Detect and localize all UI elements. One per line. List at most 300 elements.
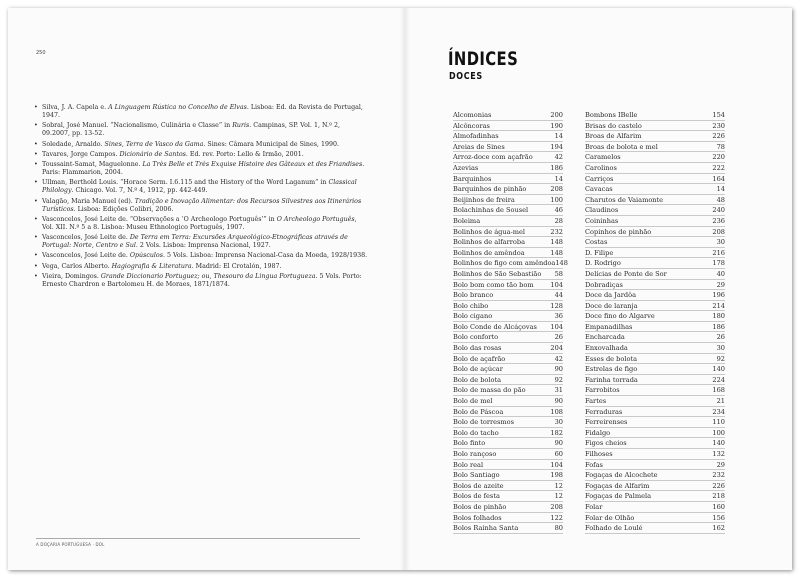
index-entry-page: 92 bbox=[554, 375, 563, 384]
index-entry-page: 164 bbox=[712, 174, 725, 183]
index-row bbox=[585, 301, 725, 312]
index-entry-page: 40 bbox=[716, 269, 725, 278]
bullet-mark: • bbox=[34, 252, 38, 260]
index-entry-name: Doce fino do Algarve bbox=[585, 312, 655, 321]
entry-title: Ruris bbox=[232, 122, 250, 130]
index-entry-page: 148 bbox=[555, 259, 568, 268]
index-column-right bbox=[585, 110, 725, 534]
index-entry-page: 216 bbox=[712, 248, 725, 257]
index-entry-page: 92 bbox=[716, 354, 725, 363]
index-entry-page: 190 bbox=[550, 121, 563, 130]
index-entry-page: 222 bbox=[712, 163, 725, 172]
index-row bbox=[585, 227, 725, 238]
bibliography-entry bbox=[28, 141, 368, 149]
index-row bbox=[453, 121, 563, 132]
index-entry-name: Bolo rançoso bbox=[453, 450, 497, 458]
page-gutter bbox=[400, 8, 410, 570]
entry-text: Vasconcelos, José Leite de. “Observações a ‘O Archeologo Português’” in bbox=[42, 215, 277, 223]
index-entry-name: Bolinhos de São Sebastião bbox=[453, 269, 542, 278]
entry-text: . 5 Vols. Lisboa: Imprensa Nacional-Casa da Moeda, 1928/1938. bbox=[162, 252, 368, 260]
index-row bbox=[585, 216, 725, 227]
index-entry-name: Bolo real bbox=[453, 460, 484, 469]
index-entry-name: Fidalgo bbox=[585, 428, 611, 437]
index-entry-name: Fofas bbox=[585, 460, 603, 469]
index-row bbox=[453, 481, 563, 492]
index-row bbox=[453, 502, 563, 513]
index-entry-page: 148 bbox=[550, 248, 563, 257]
index-row bbox=[453, 407, 563, 418]
index-row bbox=[585, 174, 725, 185]
index-row bbox=[453, 269, 563, 280]
index-entry-page: 44 bbox=[554, 291, 563, 300]
index-entry-name: Almofadinhas bbox=[453, 132, 499, 141]
index-entry-name: Ferraduras bbox=[585, 407, 623, 416]
entry-text: , Vol. XII. N.º 5 a 8. Lisboa: Museu Ethnologico Português, 1907. bbox=[42, 215, 357, 231]
index-entry-page: 186 bbox=[712, 322, 725, 331]
index-row bbox=[585, 205, 725, 216]
index-row bbox=[585, 417, 725, 428]
index-entry-name: Fogaças de Alcochete bbox=[585, 471, 658, 480]
bibliography-entry bbox=[28, 179, 368, 195]
index-entry-name: Bolo de mel bbox=[453, 397, 493, 406]
index-row bbox=[585, 481, 725, 492]
entry-text: Valagão, Maria Manuel (ed). bbox=[42, 197, 135, 205]
index-row bbox=[585, 385, 725, 396]
index-entry-name: Bolachinhas de Sousel bbox=[453, 206, 529, 215]
index-entry-page: 204 bbox=[550, 344, 563, 353]
index-entry-name: Esses de bolota bbox=[585, 354, 638, 363]
index-entry-page: 14 bbox=[716, 185, 725, 194]
bullet-mark: • bbox=[34, 160, 38, 168]
index-entry-name: Empanadilhas bbox=[585, 322, 633, 331]
index-row bbox=[453, 364, 563, 375]
index-entry-page: 90 bbox=[554, 439, 563, 448]
index-row bbox=[453, 163, 563, 174]
bullet-mark: • bbox=[34, 197, 38, 205]
index-entry-name: Bolo de açúcar bbox=[453, 365, 503, 374]
index-entry-page: 46 bbox=[554, 206, 563, 215]
index-entry-name: Bolo das rosas bbox=[453, 344, 502, 353]
entry-text: Vega, Carlos Alberto. bbox=[42, 262, 112, 270]
index-row bbox=[453, 152, 563, 163]
index-entry-name: Carriços bbox=[585, 174, 614, 183]
entry-text: Soledade, Arnaldo. bbox=[42, 140, 105, 148]
entry-text: . Chicago. Vol. 7, N.º 4, 1912, pp. 442-449. bbox=[71, 187, 208, 195]
index-row bbox=[585, 449, 725, 460]
index-entry-name: Broas de Alfarim bbox=[585, 132, 642, 141]
index-entry-page: 196 bbox=[712, 291, 725, 300]
index-subtitle: DOCES bbox=[449, 71, 483, 82]
index-entry-page: 29 bbox=[716, 280, 725, 289]
index-entry-name: Carolinos bbox=[585, 163, 617, 172]
index-row bbox=[453, 237, 563, 248]
entry-text: . 2 Vols. Lisboa: Imprensa Nacional, 1927. bbox=[135, 242, 271, 250]
index-entry-page: 208 bbox=[550, 185, 563, 194]
index-entry-name: Bolinhos de alfarroba bbox=[453, 238, 526, 247]
index-entry-page: 160 bbox=[712, 502, 725, 511]
entry-text: . Madrid: El Crotalón, 1987. bbox=[191, 262, 282, 270]
index-entry-name: Doce de laranja bbox=[585, 301, 638, 310]
index-entry-name: Dobradiças bbox=[585, 280, 623, 289]
index-entry-name: Coininhas bbox=[585, 216, 619, 225]
index-entry-name: Filhoses bbox=[585, 450, 613, 458]
entry-title: Dicionário de Santos bbox=[119, 150, 186, 158]
index-entry-page: 78 bbox=[716, 142, 725, 151]
index-entry-name: Alcôncoras bbox=[453, 121, 490, 130]
index-entry-page: 234 bbox=[712, 407, 725, 416]
index-entry-name: Folar de Olhão bbox=[585, 513, 635, 522]
index-entry-page: 182 bbox=[550, 428, 563, 437]
entry-title: O Archeologo Português bbox=[276, 215, 355, 223]
index-entry-page: 122 bbox=[550, 513, 563, 522]
page-number: 250 bbox=[36, 50, 46, 56]
index-row bbox=[585, 470, 725, 481]
bibliography-entry bbox=[28, 252, 368, 260]
index-row bbox=[453, 513, 563, 524]
index-row bbox=[585, 152, 725, 163]
index-row bbox=[453, 216, 563, 227]
index-entry-page: 194 bbox=[550, 142, 563, 151]
index-entry-name: Bolo de torresmos bbox=[453, 418, 515, 427]
index-row bbox=[453, 258, 568, 269]
index-row bbox=[453, 375, 563, 386]
index-entry-name: Bolos de festa bbox=[453, 492, 500, 501]
entry-text: Ullman, Berthold Louis. “Horace Serm. I.6.115 and the History of the Word Laganum” in bbox=[42, 179, 329, 187]
index-row bbox=[585, 523, 725, 534]
index-entry-page: 200 bbox=[550, 111, 563, 119]
index-entry-name: Figos cheios bbox=[585, 439, 627, 448]
index-row bbox=[585, 269, 725, 280]
index-entry-name: Bolos de pinhão bbox=[453, 502, 507, 511]
running-footer: A DOÇARIA PORTUGUESA · DOL bbox=[36, 542, 105, 547]
entry-text: . Ed. rev. Porto: Lello & Irmão, 2001. bbox=[185, 150, 304, 158]
entry-text: . Paris: Flammarion, 2004. bbox=[42, 160, 365, 177]
index-row bbox=[585, 121, 725, 132]
index-row bbox=[453, 523, 563, 534]
index-entry-page: 31 bbox=[554, 386, 563, 395]
index-entry-name: Costas bbox=[585, 238, 608, 247]
index-entry-name: Bolo do tacho bbox=[453, 428, 499, 437]
index-entry-page: 132 bbox=[712, 450, 725, 458]
index-row bbox=[453, 248, 563, 259]
index-entry-page: 104 bbox=[550, 280, 563, 289]
index-entry-page: 162 bbox=[712, 524, 725, 533]
index-row bbox=[453, 174, 563, 185]
index-entry-page: 232 bbox=[712, 471, 725, 480]
index-row bbox=[585, 248, 725, 259]
index-row bbox=[453, 396, 563, 407]
index-row bbox=[585, 513, 725, 524]
index-row bbox=[453, 417, 563, 428]
index-entry-name: Bolinhos de figo com amêndoa bbox=[453, 259, 556, 268]
bibliography-entry bbox=[28, 161, 368, 177]
entry-title: A Linguagem Rústica no Concelho de Elvas bbox=[108, 104, 247, 111]
index-entry-page: 14 bbox=[554, 132, 563, 141]
index-entry-page: 30 bbox=[716, 344, 725, 353]
index-entry-page: 140 bbox=[712, 365, 725, 374]
bullet-mark: • bbox=[34, 215, 38, 223]
index-entry-name: Bolo Conde de Alcáçovas bbox=[453, 322, 537, 331]
index-entry-page: 226 bbox=[712, 132, 725, 141]
index-title: ÍNDICES bbox=[448, 48, 519, 70]
index-entry-name: Fartes bbox=[585, 397, 607, 406]
index-entry-page: 154 bbox=[712, 111, 725, 119]
index-entry-page: 42 bbox=[554, 354, 563, 363]
bullet-mark: • bbox=[34, 140, 38, 148]
index-entry-page: 12 bbox=[554, 481, 563, 490]
index-entry-page: 42 bbox=[554, 153, 563, 162]
bullet-mark: • bbox=[34, 179, 38, 187]
index-entry-page: 232 bbox=[550, 227, 563, 236]
index-entry-page: 60 bbox=[554, 450, 563, 458]
index-entry-name: Ferreirenses bbox=[585, 418, 628, 427]
index-entry-name: Enxovalhada bbox=[585, 344, 628, 353]
index-entry-page: 148 bbox=[550, 238, 563, 247]
index-entry-name: Bolo de bolota bbox=[453, 375, 502, 384]
index-row bbox=[585, 184, 725, 195]
index-entry-page: 214 bbox=[712, 301, 725, 310]
index-entry-name: Charutos de Vaiamonte bbox=[585, 195, 664, 204]
index-row bbox=[453, 142, 563, 153]
bibliography-list bbox=[28, 104, 368, 291]
entry-title: La Très Belle et Très Exquise Histoire des Gâteaux et des Friandises bbox=[142, 160, 363, 168]
index-entry-name: Bolo de Páscoa bbox=[453, 407, 504, 416]
index-entry-page: 48 bbox=[716, 195, 725, 204]
index-row bbox=[453, 354, 563, 365]
index-entry-page: 36 bbox=[554, 312, 563, 321]
index-row bbox=[453, 290, 563, 301]
index-row bbox=[585, 407, 725, 418]
index-entry-page: 21 bbox=[716, 397, 725, 406]
index-row bbox=[585, 280, 725, 291]
index-entry-page: 168 bbox=[712, 386, 725, 395]
index-row bbox=[585, 237, 725, 248]
index-entry-name: Copinhos de pinhão bbox=[585, 227, 652, 236]
index-entry-name: D. Filipe bbox=[585, 248, 614, 257]
index-row bbox=[585, 110, 725, 121]
index-entry-page: 186 bbox=[550, 163, 563, 172]
index-row bbox=[585, 195, 725, 206]
index-entry-name: Bolos de azeite bbox=[453, 481, 504, 490]
index-entry-name: Bolo conforto bbox=[453, 333, 499, 342]
index-row bbox=[585, 131, 725, 142]
index-row bbox=[585, 322, 725, 333]
index-row bbox=[453, 322, 563, 333]
entry-text: . Lisboa: Edições Colibri, 2006. bbox=[73, 205, 174, 213]
index-entry-page: 14 bbox=[554, 174, 563, 183]
index-entry-page: 108 bbox=[550, 407, 563, 416]
index-entry-page: 208 bbox=[712, 227, 725, 236]
index-entry-name: Bolos folhados bbox=[453, 513, 502, 522]
entry-text: Tavares, Jorge Campos. bbox=[42, 150, 120, 158]
entry-text: Toussaint-Samat, Maguelonne. bbox=[42, 160, 143, 168]
bullet-mark: • bbox=[34, 272, 38, 280]
index-entry-name: Bolo finto bbox=[453, 439, 486, 448]
index-entry-name: Bolo bom como tão bom bbox=[453, 280, 534, 289]
bullet-mark: • bbox=[34, 104, 38, 111]
bullet-mark: • bbox=[34, 122, 38, 130]
index-row bbox=[453, 301, 563, 312]
entry-text: . Campinas, SP. Vol. 1, N.º 2, 09.2007, pp. 13-52. bbox=[42, 122, 341, 138]
entry-title: Opúsculos bbox=[129, 252, 163, 260]
index-row bbox=[453, 438, 563, 449]
index-entry-name: D. Rodrigo bbox=[585, 259, 621, 268]
index-row bbox=[585, 428, 725, 439]
index-row bbox=[453, 385, 563, 396]
bullet-mark: • bbox=[34, 262, 38, 270]
index-row bbox=[453, 491, 563, 502]
index-entry-name: Bombons IBelle bbox=[585, 111, 638, 119]
index-row bbox=[453, 184, 563, 195]
bibliography-entry bbox=[28, 216, 368, 232]
index-entry-page: 220 bbox=[712, 153, 725, 162]
index-entry-name: Bolo cigano bbox=[453, 312, 493, 321]
index-entry-name: Cavacas bbox=[585, 185, 613, 194]
index-entry-name: Bolo de massa do pão bbox=[453, 386, 526, 395]
bullet-mark: • bbox=[34, 150, 38, 158]
index-entry-name: Bolo chibo bbox=[453, 301, 489, 310]
entry-text: Silva, J. A. Capela e. bbox=[42, 104, 109, 111]
entry-text: Vasconcelos, José Leite de. bbox=[42, 234, 130, 242]
index-row bbox=[585, 375, 725, 386]
footer-divider bbox=[36, 538, 360, 539]
bullet-mark: • bbox=[34, 234, 38, 242]
index-entry-page: 30 bbox=[554, 418, 563, 427]
index-entry-name: Areias de Sines bbox=[453, 142, 505, 151]
index-entry-name: Bolinhos de água-mel bbox=[453, 227, 526, 236]
index-row bbox=[585, 290, 725, 301]
index-entry-name: Brisas do castelo bbox=[585, 121, 642, 130]
index-row bbox=[453, 205, 563, 216]
index-row bbox=[453, 227, 563, 238]
index-entry-name: Fogaças de Palmela bbox=[585, 492, 652, 501]
index-row bbox=[585, 460, 725, 471]
index-row bbox=[585, 142, 725, 153]
entry-title: Sines, Terra de Vasco da Gama bbox=[104, 140, 204, 148]
index-entry-name: Boleima bbox=[453, 216, 481, 225]
bibliography-entry bbox=[28, 104, 368, 120]
index-entry-page: 26 bbox=[554, 333, 563, 342]
index-entry-page: 128 bbox=[550, 301, 563, 310]
index-entry-page: 110 bbox=[712, 418, 725, 427]
index-entry-name: Bolinhos de amêndoa bbox=[453, 248, 525, 257]
index-entry-name: Claudinos bbox=[585, 206, 619, 215]
index-entry-page: 178 bbox=[712, 259, 725, 268]
entry-title: Grande Diccionario Portuguez; ou, Thesouro da Lingua Portugueza bbox=[100, 272, 316, 280]
index-row bbox=[585, 163, 725, 174]
index-entry-name: Bolo de açafrão bbox=[453, 354, 506, 363]
index-row bbox=[453, 343, 563, 354]
entry-text: . Lisboa: Ed. da Revista de Portugal, 1947. bbox=[42, 104, 363, 120]
index-entry-name: Arroz-doce com açafrão bbox=[453, 153, 533, 162]
index-entry-page: 90 bbox=[554, 397, 563, 406]
index-entry-name: Alcomonias bbox=[453, 111, 492, 119]
bibliography-entry bbox=[28, 122, 368, 138]
index-entry-page: 30 bbox=[716, 238, 725, 247]
index-entry-page: 80 bbox=[554, 524, 563, 533]
entry-text: Vasconcelos, José Leite de. bbox=[42, 252, 130, 260]
index-row bbox=[585, 396, 725, 407]
index-entry-page: 29 bbox=[716, 460, 725, 469]
index-row bbox=[585, 364, 725, 375]
bibliography-entry bbox=[28, 263, 368, 271]
entry-text: Sobral, José Manuel. “Nacionalismo, Culinária e Classe” in bbox=[42, 122, 233, 130]
index-entry-name: Bolos Rainha Santa bbox=[453, 524, 519, 533]
index-entry-page: 140 bbox=[712, 439, 725, 448]
index-entry-page: 104 bbox=[550, 322, 563, 331]
index-row bbox=[585, 354, 725, 365]
index-entry-page: 26 bbox=[716, 333, 725, 342]
entry-title: Tradição e Inovação Alimentar: dos Recursos Silvestres aos Itinerários Turísticos bbox=[42, 197, 362, 213]
index-entry-name: Bolo branco bbox=[453, 291, 494, 300]
index-row bbox=[585, 258, 725, 269]
index-entry-page: 12 bbox=[554, 492, 563, 501]
entry-title: Hagiografia & Literatura bbox=[111, 262, 192, 270]
index-entry-page: 230 bbox=[712, 121, 725, 130]
entry-title: Classical Philology bbox=[42, 179, 357, 195]
book-spread bbox=[8, 8, 792, 570]
bibliography-entry bbox=[28, 198, 368, 214]
index-entry-page: 224 bbox=[712, 375, 725, 384]
index-row bbox=[453, 332, 563, 343]
index-entry-page: 240 bbox=[712, 206, 725, 215]
index-entry-name: Beijinhos de freira bbox=[453, 195, 515, 204]
index-row bbox=[453, 110, 563, 121]
entry-text: . Sines: Câmara Municipal de Sines, 1990. bbox=[203, 140, 339, 148]
index-entry-page: 226 bbox=[712, 481, 725, 490]
index-row bbox=[585, 438, 725, 449]
index-row bbox=[585, 502, 725, 513]
index-entry-name: Farrobitos bbox=[585, 386, 620, 395]
index-entry-name: Bolo Santiago bbox=[453, 471, 500, 480]
index-entry-name: Folar bbox=[585, 502, 603, 511]
index-entry-name: Broas de bolota e mel bbox=[585, 142, 658, 151]
entry-text: Vieira, Domingos. bbox=[42, 272, 101, 280]
index-entry-name: Encharcada bbox=[585, 333, 625, 342]
index-entry-name: Fogaças de Alfarim bbox=[585, 481, 650, 490]
index-row bbox=[453, 280, 563, 291]
index-entry-name: Delícias de Ponte de Sor bbox=[585, 269, 667, 278]
index-row bbox=[585, 311, 725, 322]
index-entry-name: Doce da Jardôa bbox=[585, 291, 637, 300]
index-row bbox=[585, 491, 725, 502]
index-entry-page: 198 bbox=[550, 471, 563, 480]
index-entry-page: 28 bbox=[554, 216, 563, 225]
index-entry-page: 104 bbox=[550, 460, 563, 469]
index-row bbox=[453, 460, 563, 471]
index-entry-name: Farinha torrada bbox=[585, 375, 638, 384]
index-entry-name: Barquinhos de pinhão bbox=[453, 185, 527, 194]
index-column-left bbox=[453, 110, 568, 534]
index-row bbox=[585, 343, 725, 354]
entry-title: De Terra em Terra: Excursões Arqueológico-Etnográficas através de Portugal: Norte, Centro e Sul bbox=[42, 234, 348, 250]
index-entry-page: 90 bbox=[554, 365, 563, 374]
index-entry-name: Caramelos bbox=[585, 153, 621, 162]
index-row bbox=[453, 449, 563, 460]
index-row bbox=[585, 332, 725, 343]
index-row bbox=[453, 470, 563, 481]
index-row bbox=[453, 311, 563, 322]
index-row bbox=[453, 428, 563, 439]
index-entry-name: Folhado de Loulé bbox=[585, 524, 643, 533]
index-entry-name: Estrelas de figo bbox=[585, 365, 638, 374]
index-entry-page: 236 bbox=[712, 216, 725, 225]
index-entry-page: 156 bbox=[712, 513, 725, 522]
bibliography-entry bbox=[28, 151, 368, 159]
index-entry-page: 100 bbox=[550, 195, 563, 204]
entry-text: . 5 Vols. Porto: Ernesto Chardron e Bartolomeu H. de Moraes, 1871/1874. bbox=[42, 272, 362, 288]
index-row bbox=[453, 195, 563, 206]
